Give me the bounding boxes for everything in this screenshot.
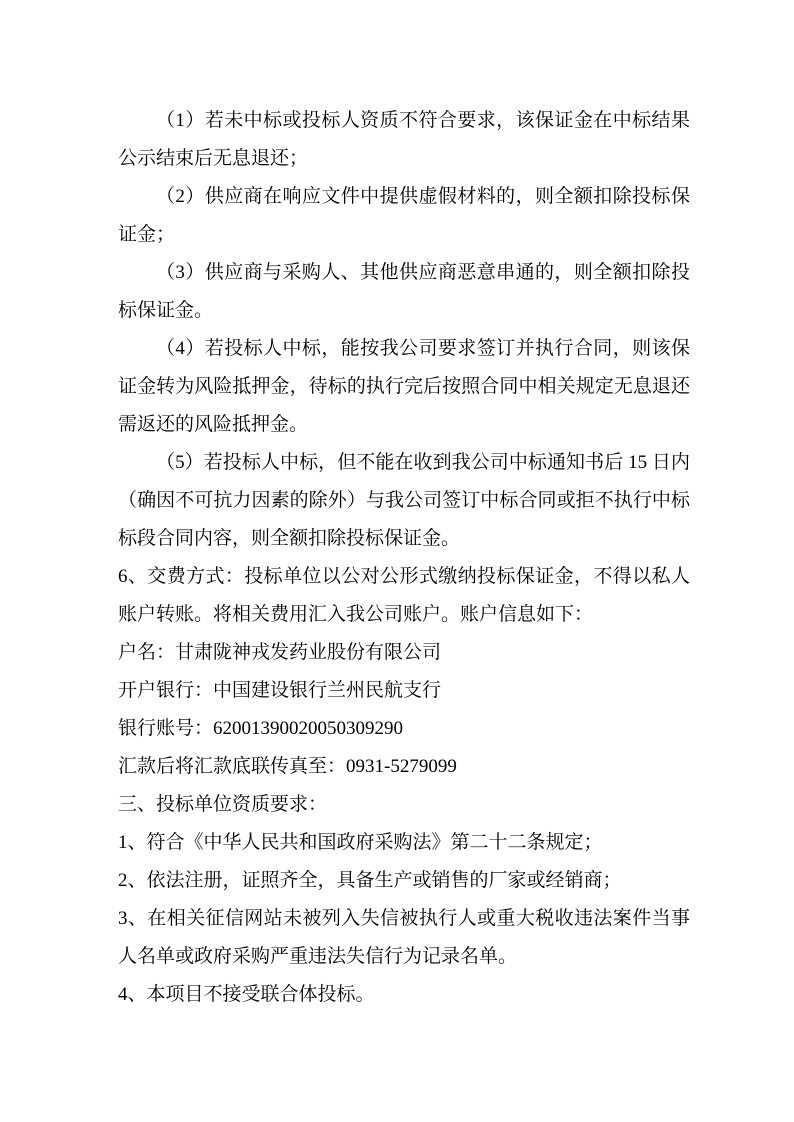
clause-1-line-2: 公示结束后无息退还； <box>118 148 309 169</box>
qualification-1-line: 1、符合《中华人民共和国政府采购法》第二十二条规定； <box>118 832 603 853</box>
fax-instruction-line: 汇款后将汇款底联传真至：0931-5279099 <box>118 756 457 777</box>
clause-3-line-1: （3）供应商与采购人、其他供应商恶意串通的，则全额扣除投 <box>156 262 690 283</box>
bank-name-line: 开户银行：中国建设银行兰州民航支行 <box>118 680 442 701</box>
document-body <box>118 102 690 1014</box>
qualification-3-line-2: 人名单或政府采购严重违法失信行为记录名单。 <box>118 946 518 967</box>
bank-account-number-line: 银行账号：62001390020050309290 <box>118 718 404 739</box>
clause-4-line-2: 证金转为风险抵押金，待标的执行完后按照合同中相关规定无息退还 <box>118 376 690 397</box>
clause-5-line-3: 标段合同内容，则全额扣除投标保证金。 <box>118 528 461 549</box>
clause-3-line-2: 标保证金。 <box>118 300 214 321</box>
clause-4-line-1: （4）若投标人中标，能按我公司要求签订并执行合同，则该保 <box>156 338 690 359</box>
clause-1-line-1: （1）若未中标或投标人资质不符合要求，该保证金在中标结果 <box>156 110 690 131</box>
qualification-2-line: 2、依法注册，证照齐全，具备生产或销售的厂家或经销商； <box>118 870 622 891</box>
clause-5-line-2: （确因不可抗力因素的除外）与我公司签订中标合同或拒不执行中标 <box>118 490 690 511</box>
payment-method-line-1: 6、交费方式：投标单位以公对公形式缴纳投标保证金，不得以私人 <box>118 566 690 587</box>
qualification-3-line-1: 3、在相关征信网站未被列入失信被执行人或重大税收违法案件当事 <box>118 908 690 929</box>
section-3-heading: 三、投标单位资质要求： <box>118 794 328 815</box>
qualification-4-line: 4、本项目不接受联合体投标。 <box>118 984 375 1005</box>
payment-method-line-2: 账户转账。将相关费用汇入我公司账户。账户信息如下： <box>118 604 594 625</box>
clause-2-line-2: 证金； <box>118 224 176 245</box>
account-name-line: 户名：甘肃陇神戎发药业股份有限公司 <box>118 642 442 663</box>
clause-2-line-1: （2）供应商在响应文件中提供虚假材料的，则全额扣除投标保 <box>156 186 690 207</box>
clause-4-line-3: 需返还的风险抵押金。 <box>118 414 309 435</box>
clause-5-line-1: （5）若投标人中标，但不能在收到我公司中标通知书后 15 日内 <box>156 452 690 473</box>
